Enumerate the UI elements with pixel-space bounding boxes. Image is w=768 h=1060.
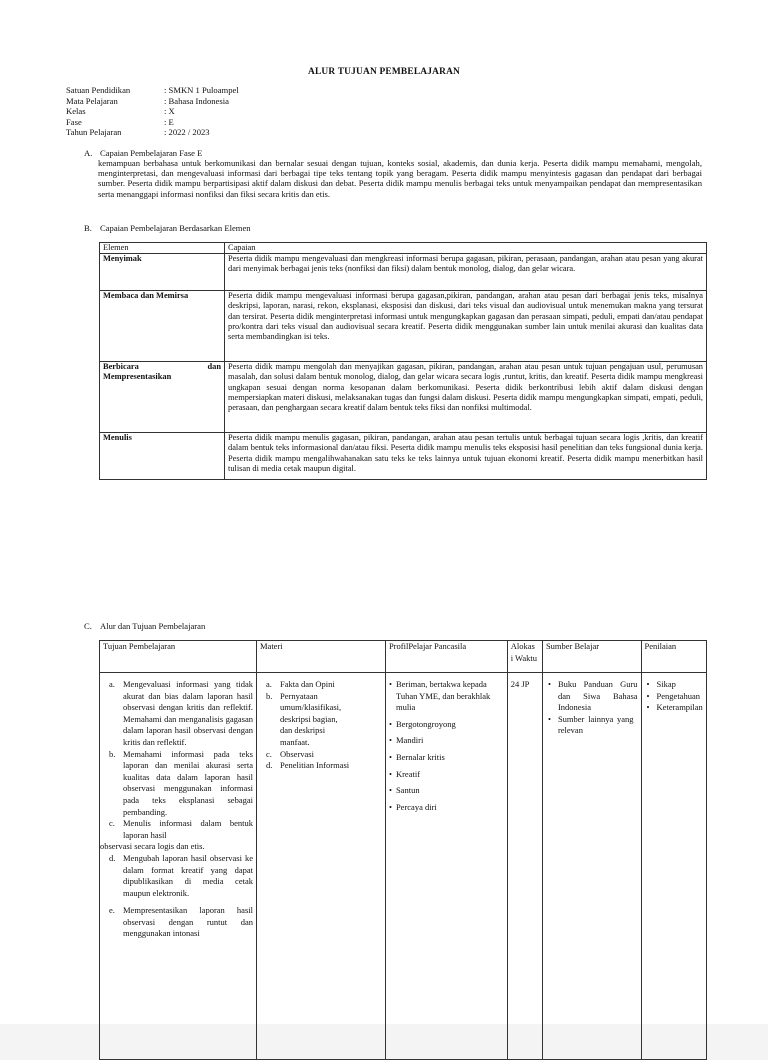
identity-row <box>66 106 239 117</box>
list-item: • Bernalar kritis <box>389 752 504 764</box>
tujuan-list <box>103 679 253 841</box>
identity-key: Mata Pelajaran <box>66 95 118 106</box>
item-marker: c. <box>109 818 115 829</box>
elemen-table-header <box>100 243 707 254</box>
header-elemen: Elemen <box>100 243 225 254</box>
identity-row <box>66 85 239 96</box>
list-item <box>103 905 253 940</box>
identity-row <box>66 117 239 128</box>
header-profil: ProfilPelajar Pancasila <box>385 641 507 673</box>
list-item: • Beriman, bertakwa kepada Tuhan YME, dan berakhlak mulia <box>389 679 504 714</box>
elemen-cell: Membaca dan Memirsa <box>100 291 225 362</box>
item-marker: d. <box>109 852 116 863</box>
alokasi-cell: 24 JP <box>507 673 542 1060</box>
list-item: • Buku Panduan Guru dan Siwa Bahasa Indonesia <box>546 679 638 714</box>
identity-value: : X <box>164 106 175 116</box>
header-capaian: Capaian <box>225 243 707 254</box>
item-marker: e. <box>109 905 115 916</box>
capaian-cell: Peserta didik mampu menulis gagasan, pikiran, pandangan, arahan atau pesan tertulis untuk berbagai tujuan secara logis ,kritis, dan kreatif dalam bentuk teks informasional dan/atau fiksi. Peserta didik mampu menulis teks eksposisi hasil penelitian dan teks fungsional dunia kerja. Peserta didik mampu mengalihwahanakan satu teks ke teks lainnya untuk tujuan ekonomi kreatif. Peserta didik mampu menerbitkan hasil tulisan di media cetak maupun digital. <box>225 433 707 480</box>
identity-row <box>66 96 239 107</box>
table-row <box>100 291 707 362</box>
list-item: • Sumber lainnya yang relevan <box>546 714 638 737</box>
item-marker: a. <box>265 679 272 689</box>
header-alokasi: Alokas i Waktu <box>507 641 542 673</box>
tujuan-list-continued <box>103 853 253 940</box>
elemen-table <box>99 242 707 480</box>
list-item: • Sikap <box>645 679 703 691</box>
sumber-cell <box>542 673 641 1060</box>
item-text: Fakta dan Opini <box>279 679 335 689</box>
elemen-cell: Menulis <box>100 433 225 480</box>
item-text: Menulis informasi dalam bentuk laporan hasil <box>123 818 253 840</box>
item-text: Memahami informasi pada teks laporan dan menilai akurasi serta kualitas data dalam laporan hasil observasi menggunakan informasi pada teks eksplanasi sebagai pembanding. <box>123 748 253 817</box>
list-item <box>103 679 253 749</box>
identity-key: Tahun Pelajaran <box>66 127 122 137</box>
table-row <box>100 254 707 291</box>
item-continuation: observasi secara logis dan etis. <box>100 841 205 852</box>
list-item: • Percaya diri <box>389 802 504 814</box>
identity-value: : Bahasa Indonesia <box>164 95 229 106</box>
item-text: Observasi <box>279 748 314 759</box>
list-item: • Santun <box>389 785 504 797</box>
section-c-heading <box>84 621 205 631</box>
item-text: Pernyataan umum/klasifikasi, deskripsi bagian, dan deskripsi manfaat. <box>279 690 342 747</box>
section-b-heading <box>84 223 251 233</box>
capaian-cell: Peserta didik mampu mengolah dan menyajikan gagasan, pikiran, pandangan, arahan atau pesan untuk tujuan pengajuan usul, perumusan masalah, dan solusi dalam bentuk monolog, dialog, dan gelar wicara secara logis ,runtut, kritis, dan kreatif. Peserta didik mampu mengkreasi ungkapan sesuai dengan norma kesopanan dalam berkomunikasi. Peserta didik berkontribusi lebih aktif dalam diskusi dengan mempersiapkan materi diskusi, melaksanakan tugas dan fungsi dalam diskusi. Peserta didik mampu mengungkapkan simpati, empati, peduli, perasaan, dan penghargaan secara kreatif dalam bentuk teks fiksi dan nonfiksi multimodal. <box>225 362 707 433</box>
header-penilaian: Penilaian <box>641 641 706 673</box>
list-item <box>103 853 253 899</box>
item-marker: b. <box>109 748 116 759</box>
page-title: ALUR TUJUAN PEMBELAJARAN <box>307 67 461 77</box>
item-marker: b. <box>265 690 273 701</box>
alur-table <box>99 640 707 1060</box>
sumber-list <box>546 679 638 737</box>
list-item: • Keterampilan <box>645 702 703 714</box>
item-marker: a. <box>109 679 115 689</box>
identity-block <box>66 85 239 138</box>
list-item <box>260 691 382 749</box>
item-text: Penelitian Informasi <box>279 760 350 771</box>
item-marker: d. <box>265 760 273 771</box>
list-item: • Pengetahuan <box>645 691 703 703</box>
identity-key: Satuan Pendidikan <box>66 85 131 95</box>
section-c-label: C. <box>84 621 92 631</box>
elemen-cell: Menyimak <box>100 254 225 291</box>
materi-cell <box>256 673 385 1060</box>
section-b-label: B. <box>84 223 92 233</box>
header-tujuan: Tujuan Pembelajaran <box>100 641 257 673</box>
identity-value: : E <box>164 116 174 127</box>
list-item: • Kreatif <box>389 769 504 781</box>
list-item <box>260 749 382 761</box>
section-b-title: Capaian Pembelajaran Berdasarkan Elemen <box>100 223 251 233</box>
identity-value: : SMKN 1 Puloampel <box>164 85 239 95</box>
capaian-cell: Peserta didik mampu mengevaluasi informasi berupa gagasan,pikiran, pandangan, arahan atau pesan dari berbagai jenis teks, misalnya deskripsi, laporan, narasi, rekon, eksplanasi, eksposisi dan diskusi, dari teks visual dan audiovisual untuk menemukan makna yang tersurat dan tersirat. Peserta didik menginterpretasi informasi untuk mengungkapkan gagasan dan perasaan simpati, peduli, empati dan/atau pendapat pro/kontra dari teks visual dan audiovisual secara kreatif. Peserta didik menggunakan sumber lain untuk menilai akurasi dan kualitas data serta membandingkan isi teks. <box>225 291 707 362</box>
materi-list <box>260 679 382 772</box>
tujuan-cell <box>100 673 257 1060</box>
list-item <box>260 760 382 772</box>
list-item <box>260 679 382 691</box>
table-row <box>100 433 707 480</box>
elemen-cell: Berbicara dan Mempresentasikan <box>100 362 225 433</box>
list-item <box>103 749 253 819</box>
identity-value: : 2022 / 2023 <box>164 127 210 137</box>
list-item: • Bergotongroyong <box>389 719 504 731</box>
item-text: Mengubah laporan hasil observasi ke dalam format kreatif yang dapat dipublikasikan di media cetak maupun elektronik. <box>123 852 253 898</box>
item-marker: c. <box>265 748 272 759</box>
capaian-cell: Peserta didik mampu mengevaluasi dan mengkreasi informasi berupa gagasan, pikiran, perasaan, pandangan, arahan atau pesan yang akurat dari menyimak berbagai jenis teks (nonfiksi dan fiksi) dalam bentuk monolog, dialog, dan gelar wicara. <box>225 254 707 291</box>
profil-list <box>389 679 504 813</box>
alur-table-header <box>100 641 707 673</box>
penilaian-cell <box>641 673 706 1060</box>
section-a-title: Capaian Pembelajaran Fase E <box>100 148 203 158</box>
header-sumber: Sumber Belajar <box>542 641 641 673</box>
section-a-paragraph: kemampuan berbahasa untuk berkomunikasi dan bernalar sesuai dengan tujuan, konteks sosial, akademis, dan dunia kerja. Peserta didik mampu memahami, mengolah, menginterpretasi, dan mengevaluasi informasi dari berbagai tipe teks tentang topik yang beragam. Peserta didik mampu menyintesis gagasan dan pendapat dari berbagai sumber. Peserta didik mampu berpartisipasi aktif dalam diskusi dan debat. Peserta didik mampu menulis berbagai teks untuk menyampaikan pendapat dan mempresentasikan serta menanggapi informasi nonfiksi dan fiksi secara kritis dan etis. <box>98 158 702 199</box>
item-text: Mengevaluasi informasi yang tidak akurat dan bias dalam laporan hasil observasi dengan kritis dan reflektif. Memahami dan menganalisis gagasan dalam laporan hasil observasi dengan kritis dan reflektif. <box>123 679 253 747</box>
identity-key: Fase <box>66 116 82 127</box>
section-c-title: Alur dan Tujuan Pembelajaran <box>100 621 206 631</box>
section-a-label: A. <box>84 148 93 158</box>
section-a-heading <box>84 148 202 158</box>
table-row <box>100 673 707 1060</box>
table-row <box>100 362 707 433</box>
profil-cell <box>385 673 507 1060</box>
identity-row <box>66 127 239 138</box>
list-item: • Mandiri <box>389 735 504 747</box>
item-text: Mempresentasikan laporan hasil observasi dengan runtut dan menggunakan intonasi <box>123 905 253 939</box>
identity-key: Kelas <box>66 106 86 116</box>
list-item <box>103 818 253 841</box>
header-materi: Materi <box>256 641 385 673</box>
penilaian-list <box>645 679 703 714</box>
